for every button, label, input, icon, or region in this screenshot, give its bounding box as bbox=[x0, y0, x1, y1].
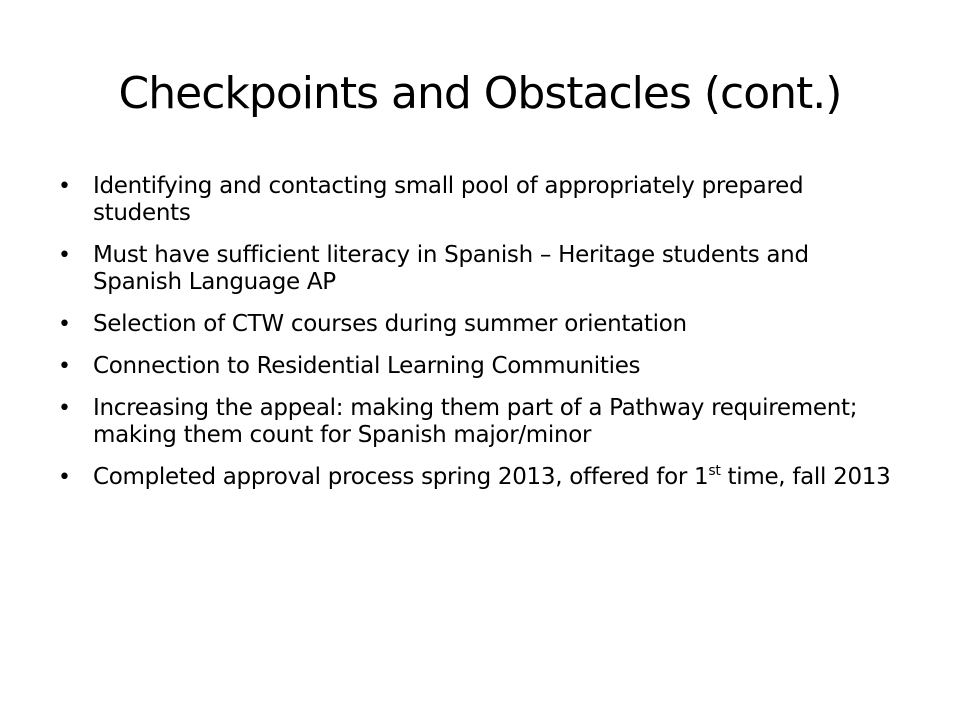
bullet-dot-icon: • bbox=[58, 396, 71, 421]
bullet-dot-icon: • bbox=[58, 312, 71, 337]
bullet-text: Selection of CTW courses during summer orientation bbox=[93, 311, 687, 337]
bullet-dot-icon: • bbox=[58, 174, 71, 199]
bullet-item bbox=[58, 353, 898, 380]
bullet-text: Must have sufficient literacy in Spanish – Heritage students and Spanish Language AP bbox=[93, 242, 809, 295]
bullet-text: Increasing the appeal: making them part of a Pathway requirement; making them count for Spanish major/minor bbox=[93, 395, 858, 448]
bullet-item bbox=[58, 242, 898, 296]
ordinal-superscript: st bbox=[708, 463, 721, 479]
slide-title: Checkpoints and Obstacles (cont.) bbox=[118, 68, 842, 119]
bullet-text: Connection to Residential Learning Communities bbox=[93, 353, 641, 379]
bullet-list bbox=[58, 173, 898, 506]
bullet-item bbox=[58, 395, 898, 449]
bullet-dot-icon: • bbox=[58, 465, 71, 490]
bullet-item bbox=[58, 311, 898, 338]
bullet-item bbox=[58, 464, 898, 491]
bullet-text: Identifying and contacting small pool of appropriately prepared students bbox=[93, 173, 804, 226]
bullet-item bbox=[58, 173, 898, 227]
bullet-text-last bbox=[93, 464, 898, 491]
bullet-text-part: time, fall 2013 bbox=[720, 464, 891, 490]
bullet-text-part: Completed approval process spring 2013, offered for 1 bbox=[93, 464, 709, 490]
bullet-dot-icon: • bbox=[58, 243, 71, 268]
bullet-dot-icon: • bbox=[58, 354, 71, 379]
